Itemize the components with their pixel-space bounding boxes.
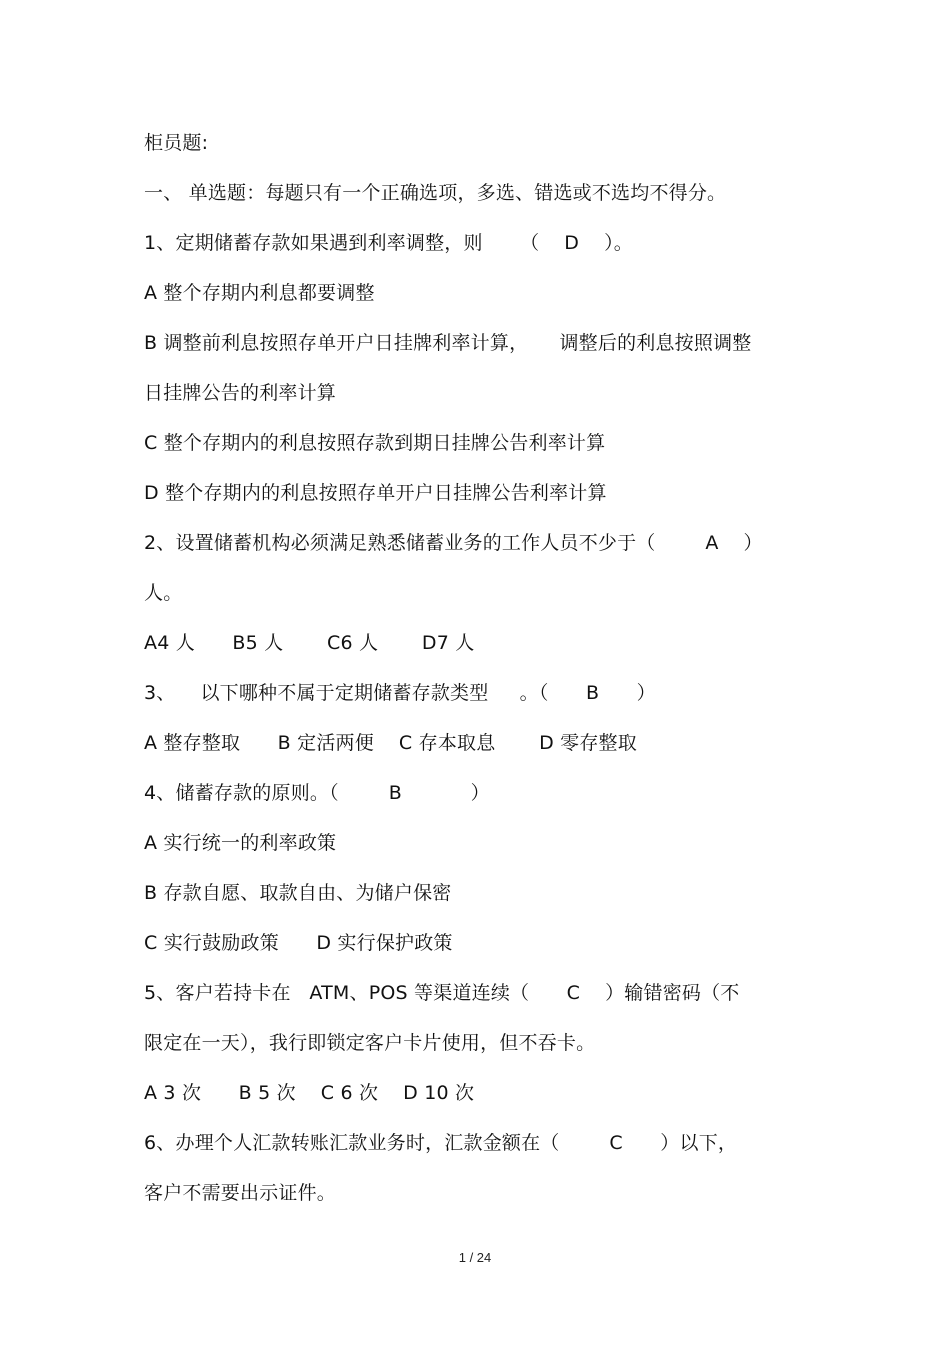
question-6-cont: 客户不需要出示证件。 (144, 1182, 337, 1204)
question-3: 3、 以下哪种不属于定期储蓄存款类型 。（ B ） (144, 682, 656, 704)
question-1: 1、定期储蓄存款如果遇到利率调整，则 （ D ）。 (144, 232, 633, 254)
question-2-options: A4 人 B5 人 C6 人 D7 人 (144, 632, 475, 654)
question-2-cont: 人。 (144, 582, 183, 604)
question-5-options: A 3 次 B 5 次 C 6 次 D 10 次 (144, 1082, 475, 1104)
question-1-option-d: D 整个存期内的利息按照存单开户日挂牌公告利率计算 (144, 482, 607, 504)
page-indicator: 1 / 24 (458, 1250, 492, 1265)
question-4-option-a: A 实行统一的利率政策 (144, 832, 337, 854)
question-3-options: A 整存整取 B 定活两便 C 存本取息 D 零存整取 (144, 732, 637, 754)
question-1-option-b-cont: 日挂牌公告的利率计算 (144, 382, 337, 404)
section-heading: 柜员题: (144, 132, 209, 154)
question-1-option-b: B 调整前利息按照存单开户日挂牌利率计算， 调整后的利息按照调整 (144, 332, 752, 354)
question-4-options-cd: C 实行鼓励政策 D 实行保护政策 (144, 932, 453, 954)
question-5-cont: 限定在一天），我行即锁定客户卡片使用，但不吞卡。 (144, 1032, 596, 1054)
question-5: 5、客户若持卡在 ATM、POS 等渠道连续（ C ）输错密码（不 (144, 982, 740, 1004)
question-6: 6、办理个人汇款转账汇款业务时，汇款金额在（ C ）以下， (144, 1132, 738, 1154)
question-1-option-c: C 整个存期内的利息按照存款到期日挂牌公告利率计算 (144, 432, 606, 454)
question-4-option-b: B 存款自愿、取款自由、为储户保密 (144, 882, 452, 904)
section-instructions: 一、 单选题：每题只有一个正确选项，多选、错选或不选均不得分。 (144, 182, 727, 204)
question-1-option-a: A 整个存期内利息都要调整 (144, 282, 375, 304)
question-2: 2、设置储蓄机构必须满足熟悉储蓄业务的工作人员不少于（ A ） (144, 532, 763, 554)
question-4: 4、储蓄存款的原则。（ B ） (144, 782, 490, 804)
